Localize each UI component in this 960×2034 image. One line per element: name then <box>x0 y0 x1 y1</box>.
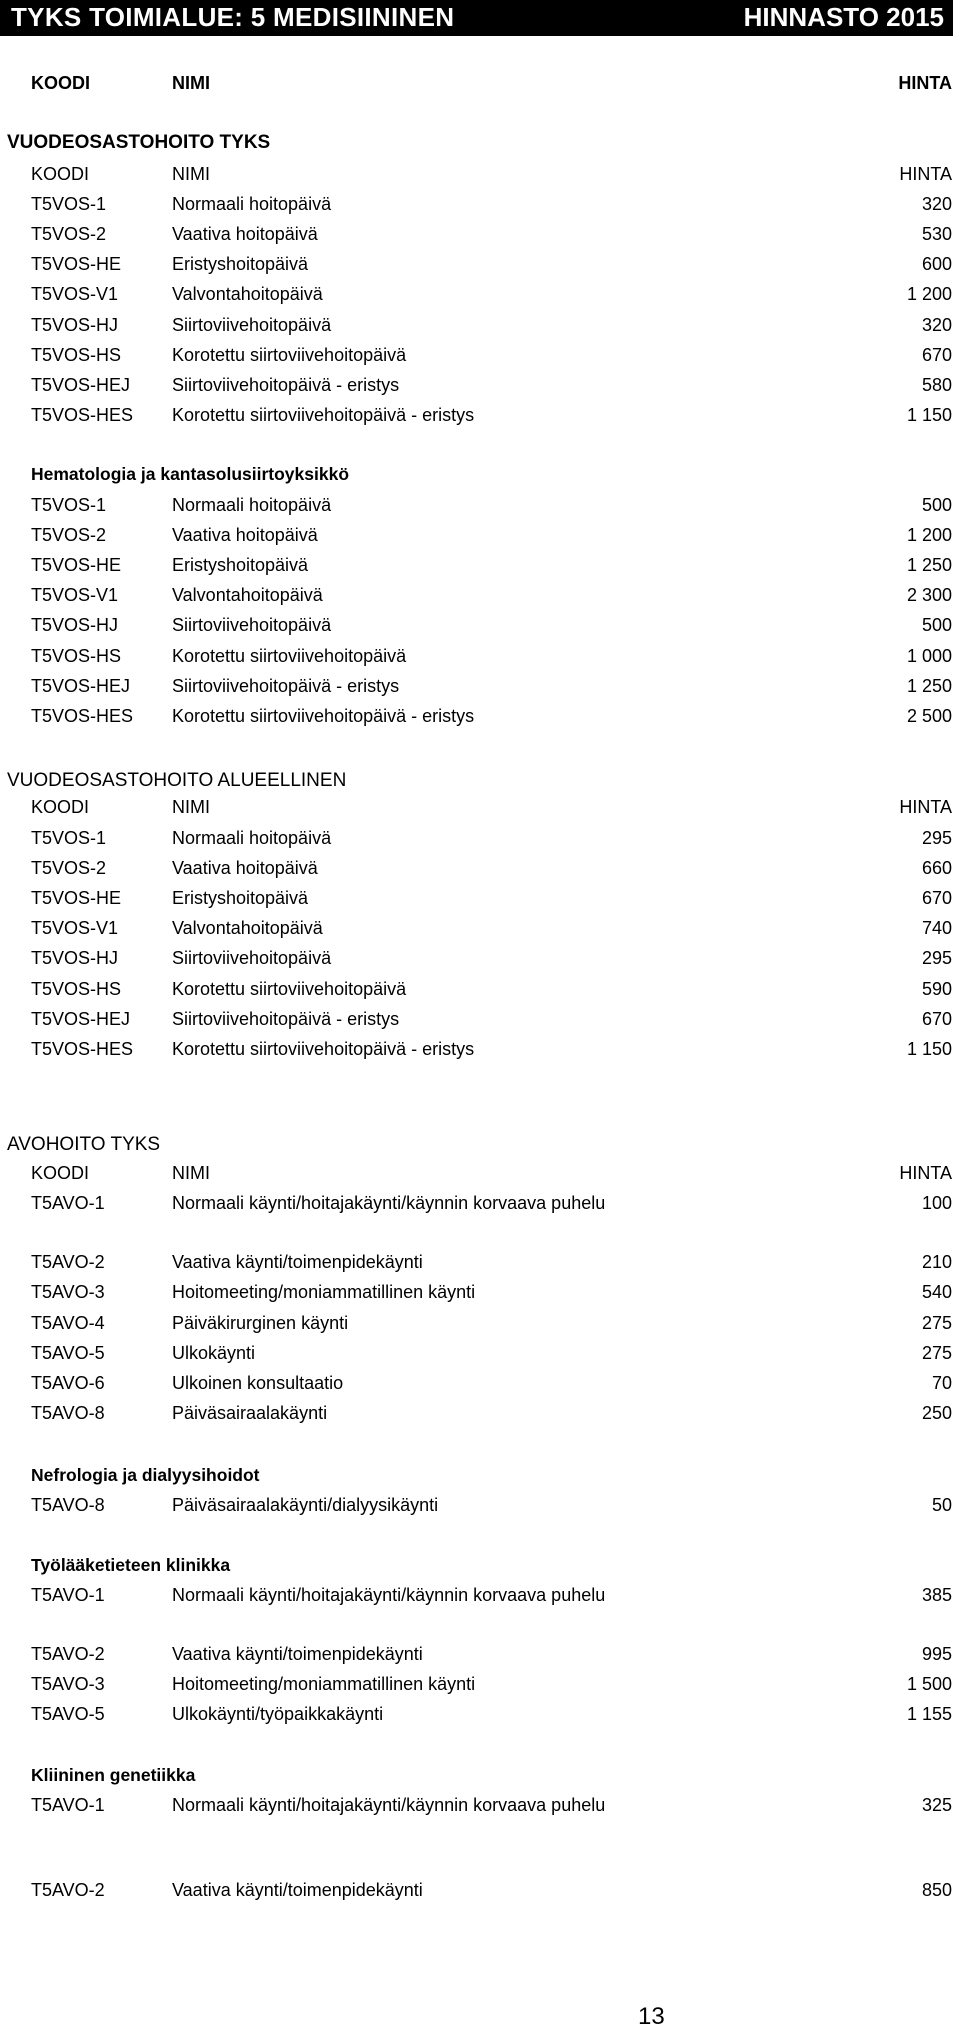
table-row <box>0 550 960 580</box>
row-name: Korotettu siirtoviivehoitopäivä <box>172 646 407 666</box>
row-name: Vaativa käynti/toimenpidekäynti <box>172 1880 423 1900</box>
table-row <box>0 189 960 219</box>
row-name: Korotettu siirtoviivehoitopäivä <box>172 345 407 365</box>
row-name: Eristyshoitopäivä <box>172 888 309 908</box>
column-header-name: NIMI <box>172 73 210 93</box>
row-code: T5AVO-8 <box>31 1495 105 1515</box>
column-header-row <box>0 159 960 189</box>
column-header-price: HINTA <box>899 164 952 184</box>
column-header-code: KOODI <box>31 1163 90 1183</box>
row-price: 2 300 <box>906 585 952 605</box>
row-name: Korotettu siirtoviivehoitopäivä - eristys <box>172 706 475 726</box>
row-name: Korotettu siirtoviivehoitopäivä - eristys <box>172 1039 475 1059</box>
row-price: 275 <box>921 1313 952 1333</box>
row-code: T5AVO-5 <box>31 1704 105 1724</box>
row-price: 660 <box>921 858 952 878</box>
row-price: 530 <box>921 224 952 244</box>
row-code: T5AVO-2 <box>31 1252 105 1272</box>
table-row <box>0 340 960 370</box>
row-name: Vaativa hoitopäivä <box>172 224 318 244</box>
row-name: Päiväsairaalakäynti/dialyysikäynti <box>172 1495 439 1515</box>
column-header-code: KOODI <box>31 797 90 817</box>
row-price: 250 <box>921 1403 952 1423</box>
column-header-row <box>0 792 960 822</box>
column-header-price: HINTA <box>899 797 952 817</box>
row-name: Päiväkirurginen käynti <box>172 1313 349 1333</box>
row-price: 320 <box>921 194 952 214</box>
column-header-row <box>0 68 960 98</box>
row-code: T5VOS-HJ <box>31 315 119 335</box>
row-name: Vaativa käynti/toimenpidekäynti <box>172 1644 423 1664</box>
row-name: Siirtoviivehoitopäivä <box>172 948 332 968</box>
row-name: Normaali hoitopäivä <box>172 194 332 214</box>
row-price: 580 <box>921 375 952 395</box>
row-name: Ulkokäynti <box>172 1343 256 1363</box>
row-name: Hoitomeeting/moniammatillinen käynti <box>172 1282 476 1302</box>
row-price: 2 500 <box>906 706 952 726</box>
page-header-title: TYKS TOIMIALUE: 5 MEDISIININEN <box>11 2 455 32</box>
table-row <box>0 1308 960 1338</box>
page-number: 13 <box>638 2003 665 2030</box>
row-code: T5VOS-V1 <box>31 918 119 938</box>
row-code: T5AVO-4 <box>31 1313 105 1333</box>
row-name: Eristyshoitopäivä <box>172 555 309 575</box>
row-name: Korotettu siirtoviivehoitopäivä - eristys <box>172 405 475 425</box>
column-header-price: HINTA <box>898 73 952 93</box>
row-code: T5VOS-V1 <box>31 585 119 605</box>
row-code: T5VOS-HEJ <box>31 375 131 395</box>
row-price: 70 <box>931 1373 952 1393</box>
row-code: T5VOS-HEJ <box>31 1009 131 1029</box>
row-code: T5VOS-HS <box>31 345 122 365</box>
row-name: Korotettu siirtoviivehoitopäivä <box>172 979 407 999</box>
column-header-name: NIMI <box>172 1163 210 1183</box>
table-row <box>0 1669 960 1699</box>
section-title-tyolaaketiede: Työlääketieteen klinikka <box>31 1555 231 1575</box>
row-price: 850 <box>921 1880 952 1900</box>
table-row <box>0 701 960 731</box>
row-name: Vaativa hoitopäivä <box>172 525 318 545</box>
section-title-genetiikka: Kliininen genetiikka <box>31 1765 196 1785</box>
row-name: Normaali hoitopäivä <box>172 495 332 515</box>
row-name: Vaativa hoitopäivä <box>172 858 318 878</box>
row-name: Siirtoviivehoitopäivä - eristys <box>172 676 400 696</box>
row-name: Normaali hoitopäivä <box>172 828 332 848</box>
row-price: 995 <box>921 1644 952 1664</box>
table-row <box>0 279 960 309</box>
table-row <box>0 310 960 340</box>
row-code: T5AVO-1 <box>31 1795 105 1815</box>
row-name: Siirtoviivehoitopäivä <box>172 315 332 335</box>
row-name: Ulkoinen konsultaatio <box>172 1373 344 1393</box>
column-header-name: NIMI <box>172 164 210 184</box>
row-code: T5VOS-HE <box>31 888 122 908</box>
row-code: T5VOS-1 <box>31 495 107 515</box>
section-title-nefrologia: Nefrologia ja dialyysihoidot <box>31 1465 260 1485</box>
row-code: T5VOS-1 <box>31 828 107 848</box>
row-price: 500 <box>921 495 952 515</box>
row-price: 385 <box>921 1585 952 1605</box>
row-code: T5AVO-3 <box>31 1674 105 1694</box>
row-name: Hoitomeeting/moniammatillinen käynti <box>172 1674 476 1694</box>
row-code: T5AVO-8 <box>31 1403 105 1423</box>
row-code: T5VOS-HES <box>31 706 134 726</box>
row-price: 320 <box>921 315 952 335</box>
row-name: Valvontahoitopäivä <box>172 585 323 605</box>
table-row <box>0 913 960 943</box>
row-price: 295 <box>921 948 952 968</box>
table-row <box>0 1188 960 1248</box>
row-name: Normaali käynti/hoitajakäynti/käynnin korvaava puhelu <box>172 1585 606 1605</box>
table-row <box>0 249 960 279</box>
row-code: T5VOS-HS <box>31 979 122 999</box>
row-code: T5VOS-V1 <box>31 284 119 304</box>
table-row <box>0 1004 960 1034</box>
row-code: T5AVO-1 <box>31 1585 105 1605</box>
table-row <box>0 610 960 640</box>
row-name: Valvontahoitopäivä <box>172 284 323 304</box>
table-row <box>0 1277 960 1307</box>
row-price: 1 200 <box>906 525 952 545</box>
column-header-row <box>0 1158 960 1188</box>
row-code: T5VOS-2 <box>31 525 107 545</box>
row-code: T5AVO-3 <box>31 1282 105 1302</box>
table-row <box>0 1368 960 1398</box>
row-price: 740 <box>921 918 952 938</box>
column-header-code: KOODI <box>31 73 91 93</box>
row-price: 210 <box>921 1252 952 1272</box>
table-row <box>0 1639 960 1669</box>
table-row <box>0 1790 960 1850</box>
row-price: 295 <box>921 828 952 848</box>
row-price: 670 <box>921 888 952 908</box>
page-header-pricelist: HINNASTO 2015 <box>743 2 944 32</box>
column-header-name: NIMI <box>172 797 210 817</box>
row-name: Siirtoviivehoitopäivä <box>172 615 332 635</box>
table-row <box>0 1875 960 1905</box>
table-row <box>0 1580 960 1640</box>
row-code: T5VOS-HEJ <box>31 676 131 696</box>
table-row <box>0 671 960 701</box>
table-row <box>0 520 960 550</box>
table-row <box>0 1247 960 1277</box>
table-row <box>0 883 960 913</box>
row-price: 100 <box>921 1193 952 1213</box>
row-code: T5VOS-HES <box>31 1039 134 1059</box>
column-header-code: KOODI <box>31 164 90 184</box>
row-code: T5VOS-HS <box>31 646 122 666</box>
row-code: T5AVO-1 <box>31 1193 105 1213</box>
row-code: T5VOS-HJ <box>31 948 119 968</box>
row-code: T5AVO-2 <box>31 1880 105 1900</box>
table-row <box>0 1699 960 1729</box>
table-row <box>0 1034 960 1064</box>
table-row <box>0 943 960 973</box>
table-row <box>0 1490 960 1520</box>
row-price: 50 <box>931 1495 952 1515</box>
row-name: Siirtoviivehoitopäivä - eristys <box>172 375 400 395</box>
row-name: Normaali käynti/hoitajakäynti/käynnin korvaava puhelu <box>172 1795 606 1815</box>
row-price: 670 <box>921 345 952 365</box>
row-name: Vaativa käynti/toimenpidekäynti <box>172 1252 423 1272</box>
row-price: 600 <box>921 254 952 274</box>
row-code: T5VOS-HJ <box>31 615 119 635</box>
section-title-hematologia: Hematologia ja kantasolusiirtoyksikkö <box>31 464 350 484</box>
row-code: T5VOS-HES <box>31 405 134 425</box>
table-row <box>0 823 960 853</box>
table-row <box>0 853 960 883</box>
row-price: 1 250 <box>906 676 952 696</box>
row-price: 540 <box>921 1282 952 1302</box>
row-code: T5AVO-2 <box>31 1644 105 1664</box>
row-code: T5AVO-6 <box>31 1373 105 1393</box>
table-row <box>0 370 960 400</box>
row-price: 275 <box>921 1343 952 1363</box>
table-row <box>0 219 960 249</box>
row-price: 1 000 <box>906 646 952 666</box>
row-code: T5AVO-5 <box>31 1343 105 1363</box>
row-price: 590 <box>921 979 952 999</box>
row-price: 325 <box>921 1795 952 1815</box>
row-price: 1 200 <box>906 284 952 304</box>
section-title-avohoito-tyks: AVOHOITO TYKS <box>7 1134 161 1155</box>
row-name: Normaali käynti/hoitajakäynti/käynnin korvaava puhelu <box>172 1193 606 1213</box>
row-price: 1 150 <box>906 1039 952 1059</box>
table-row <box>0 580 960 610</box>
row-price: 1 250 <box>906 555 952 575</box>
section-title-vos-tyks: VUODEOSASTOHOITO TYKS <box>7 132 271 153</box>
table-row <box>0 400 960 430</box>
row-name: Ulkokäynti/työpaikkakäynti <box>172 1704 384 1724</box>
row-code: T5VOS-2 <box>31 224 107 244</box>
table-row <box>0 974 960 1004</box>
table-row <box>0 1338 960 1368</box>
section-title-vos-alueellinen: VUODEOSASTOHOITO ALUEELLINEN <box>7 770 347 791</box>
column-header-price: HINTA <box>899 1163 952 1183</box>
row-code: T5VOS-1 <box>31 194 107 214</box>
table-row <box>0 1398 960 1428</box>
row-price: 670 <box>921 1009 952 1029</box>
row-price: 1 500 <box>906 1674 952 1694</box>
row-code: T5VOS-HE <box>31 254 122 274</box>
row-name: Valvontahoitopäivä <box>172 918 323 938</box>
table-row <box>0 641 960 671</box>
row-code: T5VOS-HE <box>31 555 122 575</box>
row-name: Päiväsairaalakäynti <box>172 1403 328 1423</box>
row-price: 1 150 <box>906 405 952 425</box>
row-code: T5VOS-2 <box>31 858 107 878</box>
row-price: 1 155 <box>906 1704 952 1724</box>
row-price: 500 <box>921 615 952 635</box>
table-row <box>0 490 960 520</box>
row-name: Siirtoviivehoitopäivä - eristys <box>172 1009 400 1029</box>
page-header <box>0 0 953 36</box>
row-name: Eristyshoitopäivä <box>172 254 309 274</box>
